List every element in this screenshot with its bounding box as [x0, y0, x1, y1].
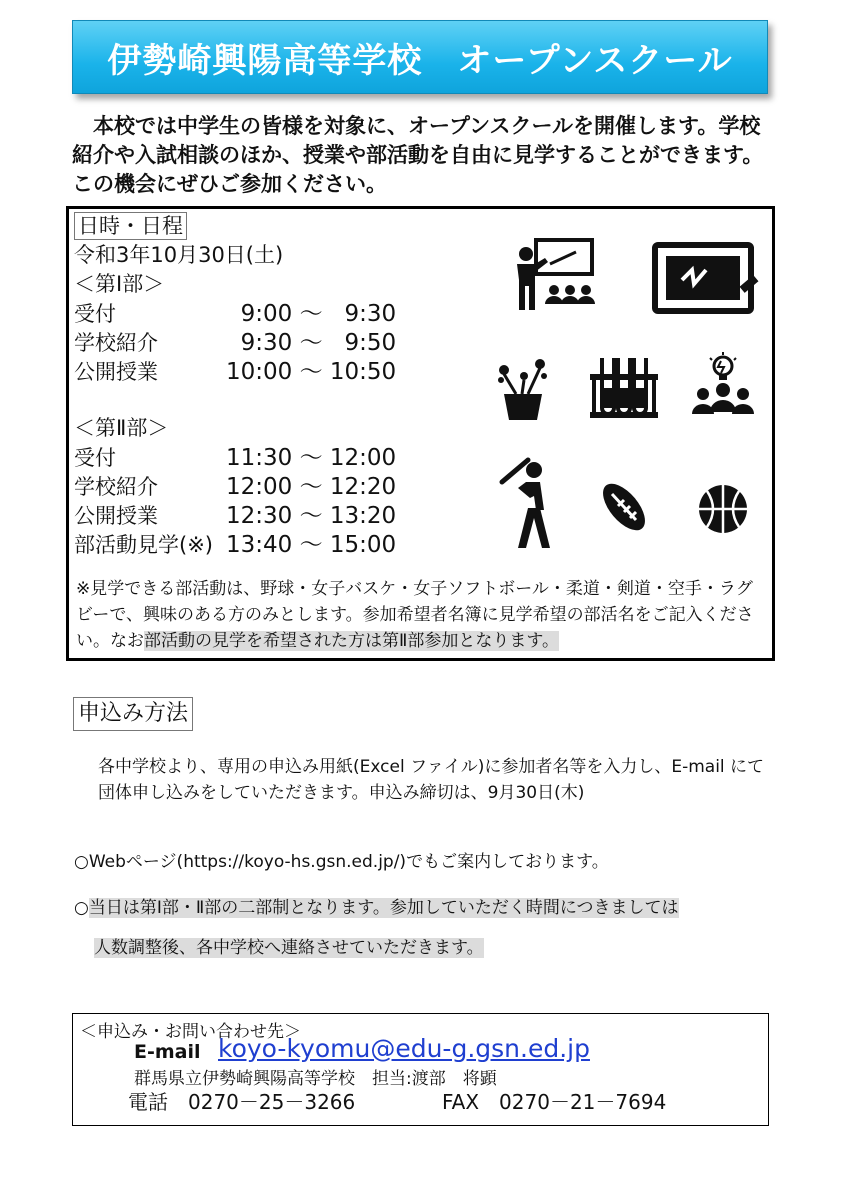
- rugby-ball-icon: [596, 478, 652, 536]
- part2-time: 12:00 ～ 12:20: [226, 474, 397, 500]
- email-label: E-mail: [134, 1041, 201, 1063]
- phone-number: 電話 0270－25－3266: [128, 1090, 356, 1114]
- flower-pot-icon: [494, 356, 552, 422]
- schedule-heading: 日時・日程: [74, 212, 187, 240]
- application-text: 各中学校より、専用の申込み用紙(Excel ファイル)に参加者名等を入力し、E-mail にて団体申し込みをしていただきます。申込み締切は、9月30日(木): [98, 757, 765, 803]
- part1-time: 9:00 ～ 9:30: [226, 301, 397, 327]
- fax-number: FAX 0270－21－7694: [442, 1090, 667, 1114]
- school-contact: 群馬県立伊勢崎興陽高等学校 担当:渡部 将顕: [134, 1069, 497, 1089]
- part2-item: 部活動見学(※): [74, 533, 213, 557]
- part1-item: 公開授業: [74, 360, 158, 384]
- email-link[interactable]: koyo-kyomu@edu-g.gsn.ed.jp: [218, 1034, 590, 1063]
- intro-text: 本校では中学生の皆様を対象に、オープンスクールを開催します。学校紹介や入試相談のほか、授業や部活動を自由に見学することができます。この機会にぜひご参加ください。: [72, 114, 764, 196]
- basketball-icon: [697, 483, 749, 535]
- part2-time: 13:40 ～ 15:00: [226, 532, 397, 558]
- part2-label: ＜第Ⅱ部＞: [74, 416, 169, 440]
- contact-heading: ＜申込み・お問い合わせ先＞: [80, 1022, 301, 1042]
- session-note-line2: 人数調整後、各中学校へ連絡させていただきます。: [94, 938, 484, 958]
- page-title: 伊勢崎興陽高等学校 オープンスクール: [72, 20, 768, 94]
- part1-time: 9:30 ～ 9:50: [226, 330, 397, 356]
- baseball-batter-icon: [498, 456, 558, 550]
- blackboard-icon: [652, 242, 760, 316]
- part1-label: ＜第Ⅰ部＞: [74, 272, 165, 296]
- application-heading: 申込み方法: [73, 697, 193, 731]
- test-tubes-icon: [588, 356, 660, 422]
- part1-time: 10:00 ～ 10:50: [226, 359, 397, 385]
- part2-item: 受付: [74, 446, 116, 470]
- idea-group-icon: [690, 352, 756, 418]
- part2-time: 11:30 ～ 12:00: [226, 445, 397, 471]
- part2-time: 12:30 ～ 13:20: [226, 503, 397, 529]
- web-info: ○Webページ(https://koyo-hs.gsn.ed.jp/)でもご案内しております。: [74, 852, 609, 872]
- teacher-icon: [514, 238, 596, 313]
- part2-item: 公開授業: [74, 504, 158, 528]
- part1-item: 受付: [74, 302, 116, 326]
- part1-item: 学校紹介: [74, 331, 158, 355]
- schedule-date: 令和3年10月30日(土): [74, 243, 284, 267]
- club-note: ※見学できる部活動は、野球・女子バスケ・女子ソフトボール・柔道・剣道・空手・ラグビーで、興味のある方のみとします。参加希望者名簿に見学希望の部活名をご記入ください。なお部活動の見学を希望された方は第Ⅱ部参加となります。: [76, 579, 754, 651]
- session-note-line1: ○当日は第Ⅰ部・Ⅱ部の二部制となります。参加していただく時間につきましては: [74, 898, 679, 918]
- part2-item: 学校紹介: [74, 475, 158, 499]
- note-highlight: 部活動の見学を希望された方は第Ⅱ部参加となります。: [144, 631, 560, 651]
